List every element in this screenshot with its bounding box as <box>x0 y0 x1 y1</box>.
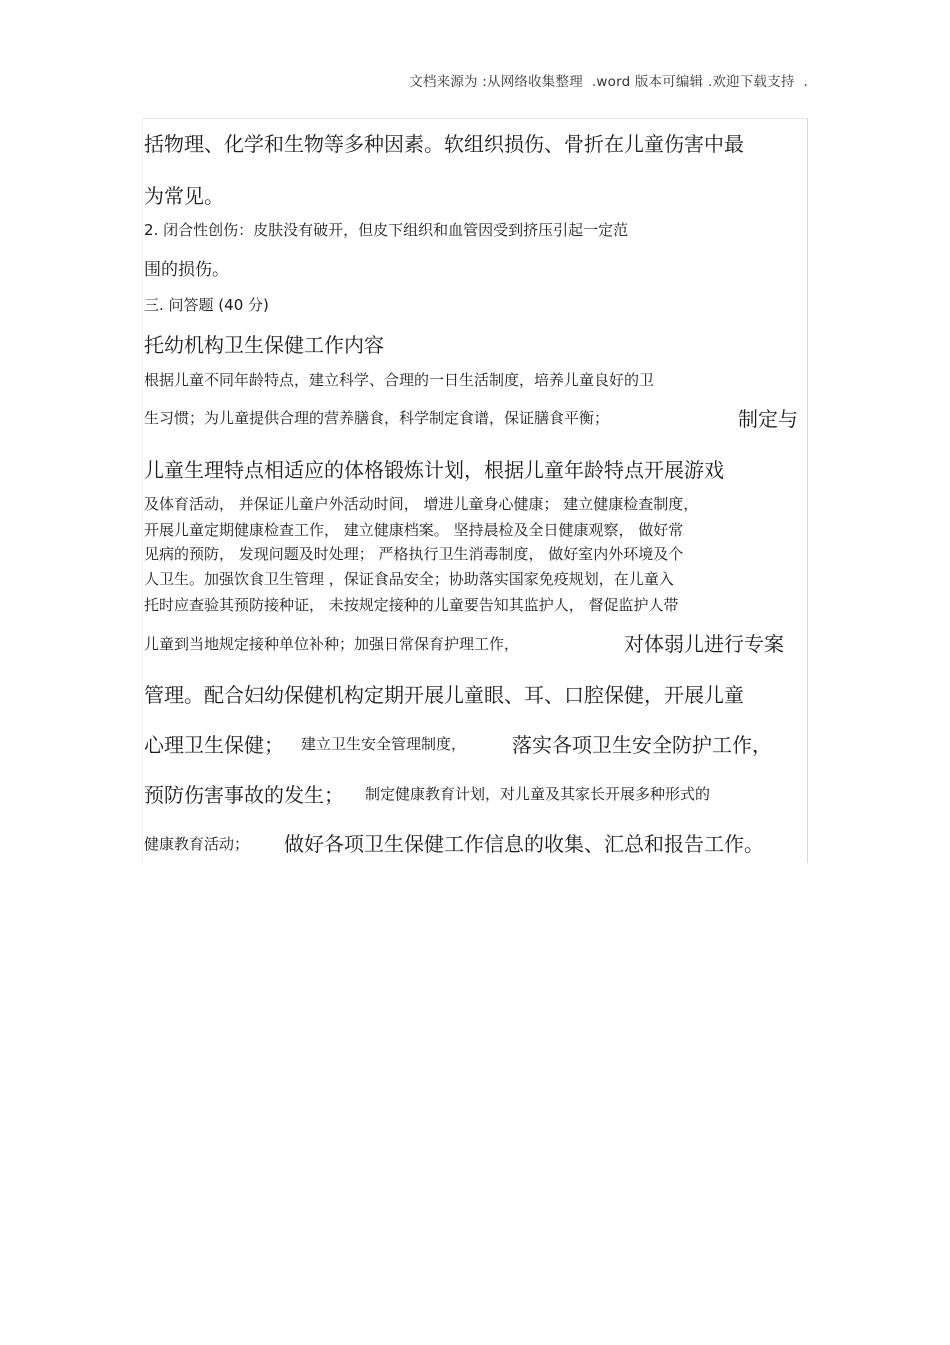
subsection-title: 托幼机构卫生保健工作内容 <box>144 333 384 357</box>
body-line-segment: 做好各项卫生保健工作信息的收集、汇总和报告工作。 <box>284 832 764 856</box>
body-line: 根据儿童不同年龄特点，建立科学、合理的一日生活制度，培养儿童良好的卫 <box>144 371 655 389</box>
body-line-segment: 建立卫生安全管理制度， <box>301 735 467 753</box>
body-line-segment: 制定健康教育计划，对儿童及其家长开展多种形式的 <box>365 785 711 803</box>
body-line: 见病的预防， 发现问题及时处理； 严格执行卫生消毒制度， 做好室内外环境及个 <box>144 545 684 563</box>
body-line-segment: 制定与 <box>738 407 798 431</box>
section-heading: 三. 问答题 (40 分) <box>144 296 269 314</box>
body-line: 为常见。 <box>144 184 224 208</box>
body-line-segment: 心理卫生保健； <box>144 733 284 757</box>
body-line: 开展儿童定期健康检查工作， 建立健康档案。 坚持晨检及全日健康观察， 做好常 <box>144 521 684 539</box>
body-line: 管理。配合妇幼保健机构定期开展儿童眼、耳、口腔保健，开展儿童 <box>144 683 744 707</box>
body-line: 人卫生。加强饮食卫生管理 ，保证食品安全；协助落实国家免疫规划，在儿童入 <box>144 570 674 588</box>
body-line: 托时应查验其预防接种证， 未按规定接种的儿童要告知其监护人， 督促监护人带 <box>144 596 679 614</box>
body-line: 儿童生理特点相适应的体格锻炼计划，根据儿童年龄特点开展游戏 <box>144 458 724 482</box>
body-line: 儿童到当地规定接种单位补种；加强日常保育护理工作， <box>144 635 520 653</box>
body-line-segment: 预防伤害事故的发生； <box>144 783 344 807</box>
body-line: 括物理、化学和生物等多种因素。软组织损伤、骨折在儿童伤害中最 <box>144 132 744 156</box>
page-header: 文档来源为 :从网络收集整理 .word 版本可编辑 .欢迎下载支持 . <box>409 74 808 90</box>
body-line: 生习惯；为儿童提供合理的营养膳食，科学制定食谱，保证膳食平衡； <box>144 409 610 427</box>
body-line: 围的损伤。 <box>144 260 229 280</box>
body-line-segment: 健康教育活动； <box>144 835 250 853</box>
body-line: 及体育活动， 并保证儿童户外活动时间， 增进儿童身心健康； 建立健康检查制度， <box>144 495 699 513</box>
body-line-segment: 对体弱儿进行专案 <box>624 632 784 656</box>
body-line-segment: 落实各项卫生安全防护工作， <box>512 733 772 757</box>
body-line: 2. 闭合性创伤：皮肤没有破开，但皮下组织和血管因受到挤压引起一定范 <box>144 221 629 239</box>
